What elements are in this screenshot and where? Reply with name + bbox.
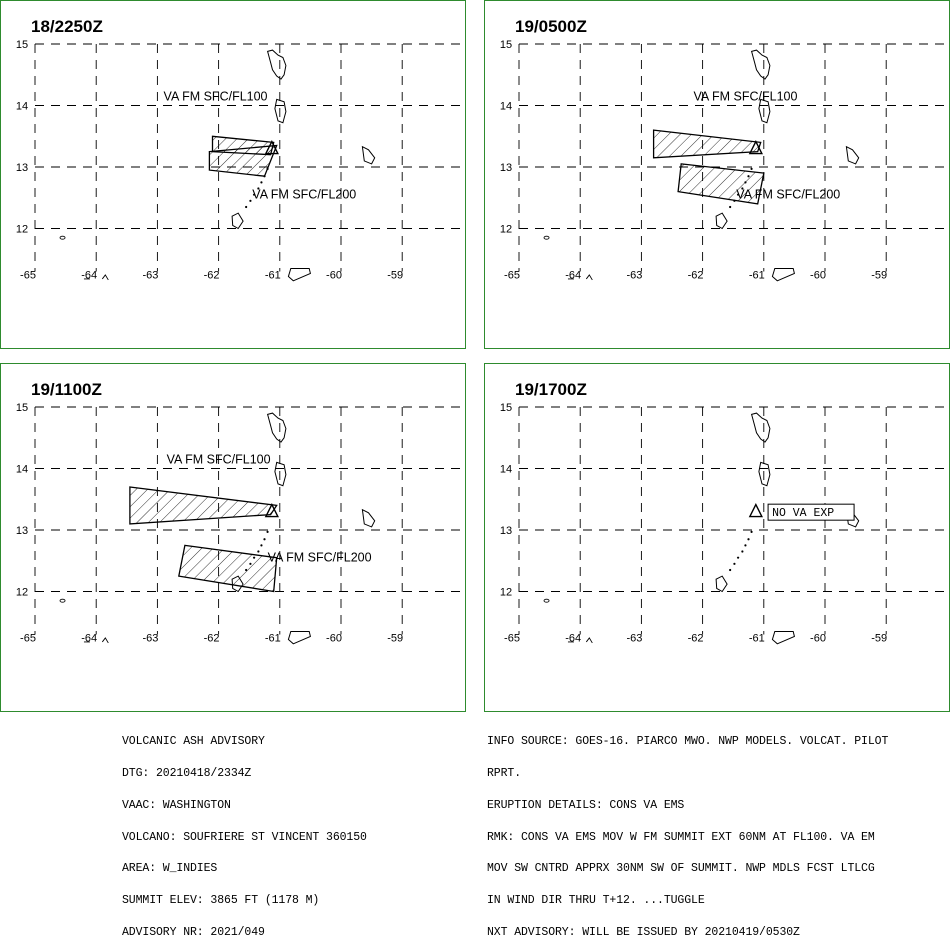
ash-area-fl200 — [179, 545, 277, 591]
lon-tick-label: -60 — [810, 269, 826, 282]
map-canvas — [485, 364, 950, 713]
advisory-line: ADVISORY NR: 2021/049 — [122, 925, 265, 939]
map-panel-1 — [0, 0, 466, 349]
grenadines-islet — [245, 206, 247, 208]
lon-tick-label: -64 — [81, 632, 98, 645]
advisory-line: RPRT. — [487, 766, 522, 780]
grenadines-islet — [744, 544, 746, 546]
ash-area-fl100 — [654, 130, 761, 158]
lon-tick-label: -62 — [687, 269, 704, 282]
lon-tick-label: -60 — [810, 632, 826, 645]
advisory-line: SUMMIT ELEV: 3865 FT (1178 M) — [122, 894, 320, 908]
lon-tick-label: -62 — [203, 269, 220, 282]
map-canvas — [1, 364, 467, 713]
lat-tick-label: 15 — [15, 402, 29, 414]
advisory-line: VAAC: WASHINGTON — [122, 798, 231, 812]
grenadines-islet — [733, 563, 735, 565]
lat-tick-label: 12 — [499, 223, 513, 236]
islet — [544, 599, 549, 602]
islet — [60, 599, 65, 602]
lat-tick-label: 14 — [15, 100, 29, 113]
coastline — [60, 413, 375, 644]
map-panel-4 — [484, 363, 950, 712]
lon-tick-label: -63 — [626, 632, 643, 645]
advisory-line: RMK: CONS VA EMS MOV W FM SUMMIT EXT 60NM AT FL100. VA EM — [487, 830, 875, 844]
lat-tick-label: 15 — [499, 39, 513, 51]
lon-tick-label: -64 — [565, 632, 582, 645]
lon-tick-label: -65 — [20, 269, 36, 282]
fl200-area-label: VA FM SFC/FL200 — [267, 550, 372, 565]
coastline — [544, 413, 859, 644]
grenadines-islet — [260, 544, 262, 546]
grenada-island — [716, 576, 727, 591]
lon-tick-label: -63 — [626, 269, 643, 282]
lon-tick-label: -59 — [871, 269, 888, 282]
fl100-area-label: VA FM SFC/FL100 — [163, 89, 268, 104]
martinique-island — [268, 50, 286, 79]
lon-tick-label: -65 — [504, 632, 520, 645]
lat-tick-label: 14 — [499, 463, 513, 476]
grenada-island — [232, 213, 243, 228]
panel-time-title: 18/2250Z — [31, 17, 103, 36]
lon-tick-label: -61 — [748, 632, 765, 645]
lon-tick-label: -64 — [565, 269, 582, 282]
lat-tick-label: 14 — [499, 100, 513, 113]
lon-tick-label: -60 — [326, 632, 342, 645]
map-canvas — [485, 1, 950, 350]
lat-tick-label: 12 — [15, 586, 29, 599]
ash-area-fl200 — [209, 146, 276, 177]
lon-tick-label: -59 — [387, 632, 404, 645]
fl200-area-label: VA FM SFC/FL200 — [252, 187, 357, 202]
advisory-line: ERUPTION DETAILS: CONS VA EMS — [487, 798, 685, 812]
lat-tick-label: 12 — [499, 586, 513, 599]
tobago-island — [772, 632, 794, 644]
grenadines-islet — [750, 531, 752, 533]
tobago-island — [772, 269, 794, 281]
grenadines-islet — [260, 181, 262, 183]
advisory-line: IN WIND DIR THRU T+12. ...TUGGLE — [487, 894, 705, 908]
lon-tick-label: -65 — [20, 632, 36, 645]
st-lucia-island — [275, 99, 286, 122]
panel-time-title: 19/0500Z — [515, 17, 587, 36]
fl100-area-label: VA FM SFC/FL100 — [166, 452, 271, 467]
fl100-area-label: VA FM SFC/FL100 — [693, 89, 798, 104]
advisory-line: NXT ADVISORY: WILL BE ISSUED BY 20210419/0530Z — [487, 925, 800, 939]
martinique-island — [268, 413, 286, 442]
map-panel-2 — [484, 0, 950, 349]
grenadines-islet — [729, 206, 731, 208]
martinique-island — [752, 50, 770, 79]
map-canvas — [1, 1, 467, 350]
grenadines-islet — [249, 200, 251, 202]
grenadines-islet — [737, 557, 739, 559]
lon-tick-label: -62 — [203, 632, 220, 645]
lon-tick-label: -64 — [81, 269, 98, 282]
advisory-line: MOV SW CNTRD APPRX 30NM SW OF SUMMIT. NWP MDLS FCST LTLCG — [487, 862, 875, 876]
advisory-line: DTG: 20210418/2334Z — [122, 766, 252, 780]
lat-tick-label: 12 — [15, 223, 29, 236]
grenadines-islet — [747, 538, 749, 540]
islet — [60, 236, 65, 239]
grenadines-islet — [741, 550, 743, 552]
lat-tick-label: 13 — [499, 162, 513, 174]
lat-tick-label: 15 — [15, 39, 29, 51]
advisory-remarks-block — [487, 716, 888, 949]
lon-tick-label: -59 — [871, 632, 888, 645]
advisory-line: VOLCANIC ASH ADVISORY — [122, 735, 265, 749]
grenadines-islet — [263, 538, 265, 540]
lon-tick-label: -59 — [387, 269, 404, 282]
martinique-island — [752, 413, 770, 442]
lat-tick-label: 13 — [15, 162, 29, 174]
grenada-island — [716, 213, 727, 228]
lon-tick-label: -63 — [142, 269, 159, 282]
panel-time-title: 19/1100Z — [31, 380, 102, 399]
volcano-icon — [750, 505, 762, 517]
lat-tick-label: 13 — [499, 525, 513, 537]
panel-time-title: 19/1700Z — [515, 380, 587, 399]
latlon-grid — [35, 407, 463, 635]
lon-tick-label: -61 — [748, 269, 765, 282]
lat-tick-label: 15 — [499, 402, 513, 414]
grenadines-islet — [750, 168, 752, 170]
lon-tick-label: -61 — [264, 269, 281, 282]
lon-tick-label: -61 — [264, 632, 281, 645]
ash-area-fl100 — [130, 487, 277, 524]
barbados-island — [362, 147, 374, 164]
coastline — [544, 50, 859, 281]
advisory-line: AREA: W_INDIES — [122, 862, 218, 876]
lat-tick-label: 14 — [15, 463, 29, 476]
tobago-island — [288, 632, 310, 644]
latlon-grid — [519, 44, 947, 272]
lon-tick-label: -63 — [142, 632, 159, 645]
lon-tick-label: -62 — [687, 632, 704, 645]
advisory-header-block — [122, 716, 367, 949]
lon-tick-label: -60 — [326, 269, 342, 282]
tobago-island — [288, 269, 310, 281]
grenadines-islet — [257, 550, 259, 552]
st-lucia-island — [759, 462, 770, 485]
latlon-grid — [519, 407, 947, 635]
advisory-line: INFO SOURCE: GOES-16. PIARCO MWO. NWP MODELS. VOLCAT. PILOT — [487, 735, 889, 749]
lon-tick-label: -65 — [504, 269, 520, 282]
st-lucia-island — [275, 462, 286, 485]
map-panel-3 — [0, 363, 466, 712]
lat-tick-label: 13 — [15, 525, 29, 537]
grenadines-islet — [729, 569, 731, 571]
islet — [544, 236, 549, 239]
advisory-line: VOLCANO: SOUFRIERE ST VINCENT 360150 — [122, 830, 367, 844]
no-va-exp-label: NO VA EXP — [772, 507, 835, 521]
barbados-island — [362, 510, 374, 527]
fl200-area-label: VA FM SFC/FL200 — [736, 187, 841, 202]
grenadines-islet — [266, 531, 268, 533]
barbados-island — [846, 147, 858, 164]
